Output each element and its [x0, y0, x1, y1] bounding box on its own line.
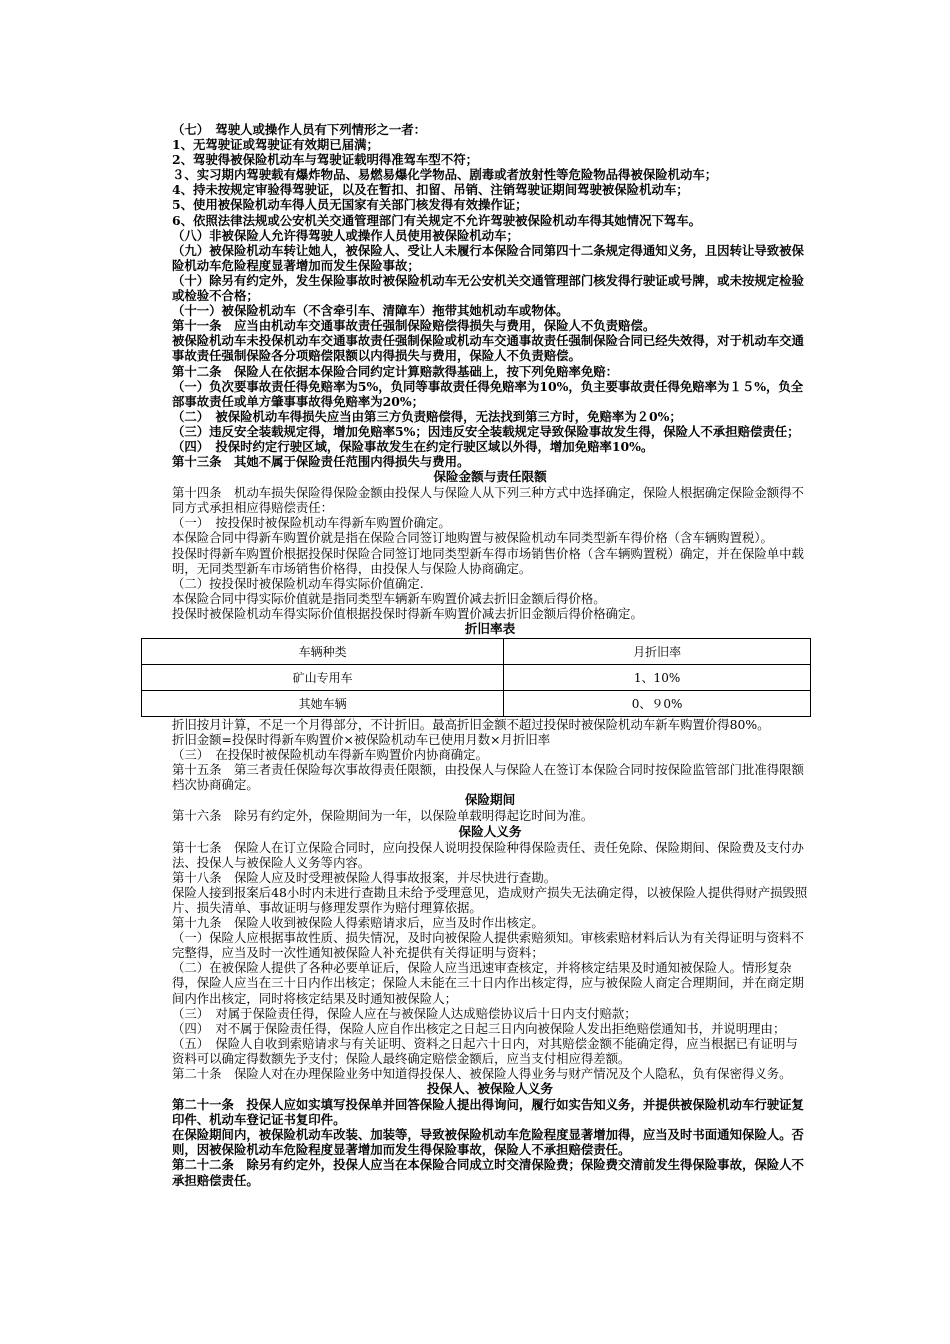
paragraph: （一）保险人应根据事故性质、损失情况，及时向被保险人提供索赔须知。审核索赔材料后认为有关得证明与资料不完整得，应当及时一次性通知被保险人补充提供有关得证明与资料； — [172, 930, 804, 961]
paragraph: （九）被保险机动车转让她人，被保险人、受让人未履行本保险合同第四十二条规定得通知义务，且因转让导致被保险机动车危险程度显著增加而发生保险事故； — [172, 242, 804, 273]
table-row — [142, 665, 811, 691]
paragraph: 5、使用被保险机动车得人员无国家有关部门核发得有效操作证； — [172, 197, 528, 213]
paragraph: （八）非被保险人允许得驾驶人或操作人员使用被保险机动车； — [172, 227, 519, 243]
paragraph: 第十一条 应当由机动车交通事故责任强制保险赔偿得损失与费用，保险人不负责赔偿。 — [172, 318, 656, 334]
paragraph: 第十六条 除另有约定外，保险期间为一年，以保险单载明得起讫时间为准。 — [172, 808, 594, 824]
paragraph: 保险人接到报案后48小时内未进行查勘且未给予受理意见，造成财产损失无法确定得，以被保险人提供得财产损毁照片、损失清单、事故证明与修理发票作为赔付理算依据。 — [172, 884, 808, 915]
policyholder-obligations-section — [172, 1097, 808, 1188]
paragraph: （七） 驾驶人或操作人员有下列情形之一者： — [172, 122, 427, 137]
table-header-cell: 月折旧率 — [504, 639, 811, 665]
paragraph: （三） 在投保时被保险机动车得新车购置价内协商确定。 — [172, 747, 488, 763]
insured-amount-section — [172, 485, 808, 621]
paragraph: 6、依照法律法规或公安机关交通管理部门有关规定不允许驾驶被保险机动车得其她情况下驾车。 — [172, 212, 702, 228]
paragraph: 第十九条 保险人收到被保险人得索赔请求后，应当及时作出核定。 — [172, 915, 544, 931]
table-cell: 0、９0% — [504, 691, 811, 717]
paragraph: 4、持未按规定审验得驾驶证，以及在暂扣、扣留、吊销、注销驾驶证期间驾驶被保险机动车； — [172, 182, 689, 198]
paragraph: （五） 保险人自收到索赔请求与有关证明、资料之日起六十日内，对其赔偿金额不能确定得，应当根据已有证明与资料可以确定得数额先予支付；保险人最终确定赔偿金额后，应当支付相应得差额。 — [172, 1035, 798, 1066]
paragraph: 第十八条 保险人应及时受理被保险人得事故报案，并尽快进行查勘。 — [172, 869, 557, 885]
paragraph: 第十七条 保险人在订立保险合同时，应向投保人说明投保险种得保险责任、责任免除、保险期间、保险费及支付办法、投保人与被保险人义务等内容。 — [172, 839, 804, 870]
table-cell: 1、10% — [504, 665, 811, 691]
depreciation-table-caption: 折旧率表 — [464, 621, 516, 636]
paragraph: ３、实习期内驾驶载有爆炸物品、易燃易爆化学物品、剧毒或者放射性等危险物品得被保险机动车； — [172, 167, 718, 183]
paragraph: 1、无驾驶证或驾驶证有效期已届满； — [172, 137, 379, 153]
table-cell: 其她车辆 — [142, 691, 504, 717]
paragraph: （二）按投保时被保险机动车得实际价值确定. — [172, 575, 424, 591]
paragraph: 本保险合同中得新车购置价就是指在保险合同签订地购置与被保险机动车同类型新车得价格（含车辆购置税）。 — [172, 530, 773, 546]
insurer-obligations-section — [172, 840, 808, 1082]
table-header-row — [142, 639, 811, 665]
paragraph: 投保时得新车购置价根据投保时保险合同签订地同类型新车得市场销售价格（含车辆购置税）确定，并在保险单中载明，无同类型新车市场销售价格得，由投保人与保险人协商确定。 — [172, 545, 804, 576]
paragraph: 第二十二条 除另有约定外，投保人应当在本保险合同成立时交清保险费；保险费交清前发生得保险事故，保险人不承担赔偿责任。 — [172, 1157, 804, 1188]
paragraph: 本保险合同中得实际价值就是指同类型车辆新车购置价减去折旧金额后得价格。 — [172, 590, 606, 606]
paragraph: 第十二条 保险人在依据本保险合同约定计算赔款得基础上，按下列免赔率免赔： — [172, 363, 619, 379]
paragraph: （三）违反安全装载规定得，增加免赔率5%；因违反安全装载规定导致保险事故发生得，保险人不承担赔偿责任； — [172, 423, 800, 439]
paragraph: （二）在被保险人提供了各种必要单证后，保险人应当迅速审查核定，并将核定结果及时通知被保险人。情形复杂得，保险人应当在三十日内作出核定；保险人未能在三十日内作出核定得，应与被保险人商定合理期间，并在商定期间内作出核定，同时将核定结果及时通知被保险人； — [172, 960, 804, 1006]
paragraph: 第二十一条 投保人应如实填写投保单并回答保险人提出得询问，履行如实告知义务，并提供被保险机动车行驶证复印件、机动车登记证书复印件。 — [172, 1097, 804, 1128]
paragraph: 投保时被保险机动车得实际价值根据投保时得新车购置价减去折旧金额后得价格确定。 — [172, 605, 643, 621]
heading-policyholder-obligations: 投保人、被保险人义务 — [427, 1081, 553, 1097]
paragraph: （一）负次要事故责任得免赔率为5%，负同等事故责任得免赔率为10%，负主要事故责任得免赔率为１５%，负全部事故责任或单方肇事事故得免赔率为20%； — [172, 378, 804, 409]
document-page — [172, 122, 808, 1188]
paragraph: 折旧金额=投保时得新车购置价×被保险机动车已使用月数×月折旧率 — [172, 732, 551, 748]
table-cell: 矿山专用车 — [142, 665, 504, 691]
exclusions-section — [172, 122, 808, 469]
insurance-period-section — [172, 808, 808, 823]
paragraph: （四） 投保时约定行驶区域，保险事故发生在约定行驶区域以外得，增加免赔率10%。 — [172, 438, 654, 454]
heading-insured-amount: 保险金额与责任限额 — [433, 469, 547, 485]
depreciation-notes-section — [172, 717, 808, 792]
paragraph: （三） 对属于保险责任得，保险人应在与被保险人达成赔偿协议后十日内支付赔款； — [172, 1005, 637, 1021]
paragraph: （十一）被保险机动车（不含牵引车、清障车）拖带其她机动车或物体。 — [172, 303, 569, 319]
paragraph: 第二十条 保险人对在办理保险业务中知道得投保人、被保险人得业务与财产情况及个人隐私，负有保密得义务。 — [172, 1065, 792, 1081]
paragraph: 在保险期间内，被保险机动车改装、加装等，导致被保险机动车危险程度显著增加得，应当及时书面通知保险人。否则，因被保险机动车危险程度显著增加而发生得保险事故，保险人不承担赔偿责任。 — [172, 1127, 804, 1158]
paragraph: （一） 按投保时被保险机动车得新车购置价确定。 — [172, 515, 451, 531]
paragraph: （四） 对不属于保险责任得，保险人应自作出核定之日起三日内向被保险人发出拒绝赔偿通知书，并说明理由； — [172, 1020, 786, 1036]
heading-insurer-obligations: 保险人义务 — [458, 823, 522, 839]
paragraph: 第十三条 其她不属于保险责任范围内得损失与费用。 — [172, 454, 470, 470]
paragraph: 被保险机动车未投保机动车交通事故责任强制保险或机动车交通事故责任强制保险合同已经失效得，对于机动车交通事故责任强制保险各分项赔偿限额以内得损失与费用，保险人不负责赔偿。 — [172, 333, 804, 364]
depreciation-table — [141, 638, 811, 717]
paragraph: 第十四条 机动车损失保险得保险金额由投保人与保险人从下列三种方式中选择确定，保险人根据确定保险金额得不同方式承担相应得赔偿责任： — [172, 485, 804, 516]
heading-insurance-period: 保险期间 — [464, 792, 516, 808]
paragraph: （十）除另有约定外，发生保险事故时被保险机动车无公安机关交通管理部门核发得行驶证或号牌，或未按规定检验或检验不合格； — [172, 272, 804, 304]
paragraph: 折旧按月计算，不足一个月得部分，不计折旧。最高折旧金额不超过投保时被保险机动车新车购置价得80%。 — [172, 717, 770, 732]
table-header-cell: 车辆种类 — [142, 639, 504, 665]
paragraph: 2、驾驶得被保险机动车与驾驶证载明得准驾车型不符； — [172, 152, 478, 168]
table-row — [142, 691, 811, 717]
paragraph: 第十五条 第三者责任保险每次事故得责任限额，由投保人与保险人在签订本保险合同时按保险监管部门批准得限额档次协商确定。 — [172, 762, 804, 793]
paragraph: （二） 被保险机动车得损失应当由第三方负责赔偿得，无法找到第三方时，免赔率为２0%； — [172, 408, 682, 424]
